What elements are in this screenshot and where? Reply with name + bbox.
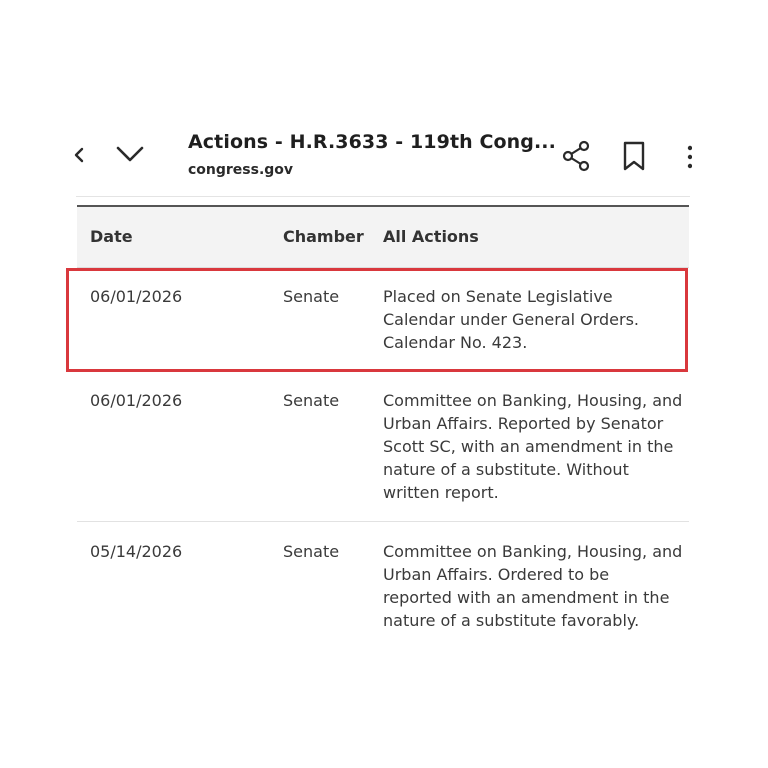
table-row xyxy=(77,522,689,652)
row-chamber: Senate xyxy=(283,542,340,561)
topbar-divider xyxy=(76,196,690,197)
share-icon[interactable] xyxy=(560,139,592,173)
actions-table xyxy=(77,205,689,630)
column-header-chamber[interactable]: Chamber xyxy=(283,227,364,246)
chevron-down-icon[interactable] xyxy=(114,142,146,166)
row-action: Committee on Banking, Housing, and Urban Affairs. Ordered to be reported with an amendment in the nature of a substitute favorably. xyxy=(383,542,683,630)
page-title: Actions - H.R.3633 - 119th Cong... xyxy=(188,131,556,153)
row-action: Committee on Banking, Housing, and Urban Affairs. Reported by Senator Scott SC, with an amendment in the nature of a substitute. Without written report. xyxy=(383,391,683,502)
row-chamber: Senate xyxy=(283,391,340,410)
back-arrow-icon[interactable] xyxy=(74,144,84,166)
site-domain: congress.gov xyxy=(188,162,294,178)
column-header-all-actions[interactable]: All Actions xyxy=(383,227,479,246)
row-date: 06/01/2026 xyxy=(90,391,183,410)
row-chamber: Senate xyxy=(283,287,340,306)
row-date: 06/01/2026 xyxy=(90,287,183,306)
browser-top-bar xyxy=(0,118,768,198)
table-header xyxy=(77,205,689,268)
table-row xyxy=(77,372,689,522)
more-vertical-icon[interactable] xyxy=(684,142,692,172)
table-row xyxy=(77,268,689,372)
column-header-date[interactable]: Date xyxy=(90,227,133,246)
row-action: Placed on Senate Legislative Calendar under General Orders. Calendar No. 423. xyxy=(383,287,640,352)
row-date: 05/14/2026 xyxy=(90,542,183,561)
bookmark-icon[interactable] xyxy=(620,140,648,172)
